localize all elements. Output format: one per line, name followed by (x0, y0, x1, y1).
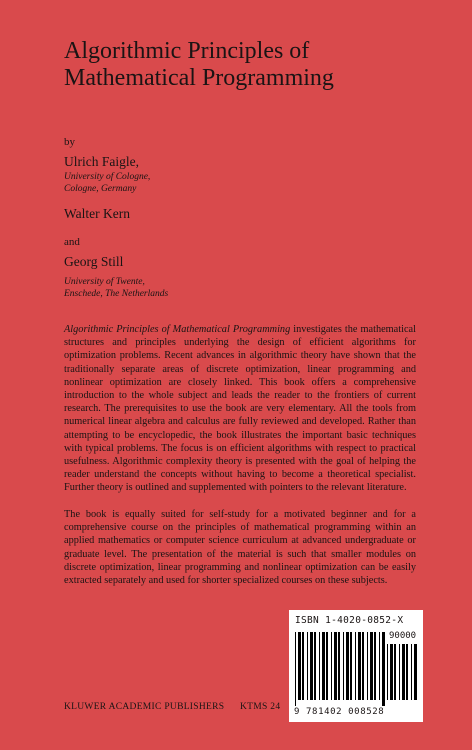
description-paragraph-2: The book is equally suited for self-study for a motivated beginner and for a comprehensive course on the principles of mathematical programming within an applied mathematics or computer science curriculum at advanced undergraduate or graduate level. The presentation of the material is such that smaller modules on discrete optimization, linear programming and nonlinear optimization can be easily extracted separately and used for shorter specialized courses on these subjects. (64, 509, 416, 587)
author-affiliation-3-line-2: Enschede, The Netherlands (64, 289, 169, 299)
author-affiliation-1-line-1: University of Cologne, (64, 172, 151, 182)
author-name-1: Ulrich Faigle, (64, 154, 139, 169)
description-paragraph-1-text: investigates the mathematical structures and principles underlying the design of efficient algorithms for optimization problems. Recent advances in algorithmic theory have shown that the traditionally separate areas of discrete optimization, linear programming and nonlinear optimization are closely linked. This book offers a comprehensive introduction to the whole subject and leads the reader to the frontiers of current research. The prerequisites to use the book are very elementary. All the tools from numerical linear algebra and calculus are fully reviewed and developed. Rather than attempting to be encyclopedic, the book illustrates the important basic techniques with typical problems. The focus is on efficient algorithms with respect to practical usefulness. Algorithmic complexity theory is presented with the goal of helping the reader understand the concepts without having to become a theoretical specialist. Further theory is outlined and supplemented with pointers to the relevant literature. (64, 324, 416, 494)
series-code: KTMS 24 (240, 702, 281, 712)
author-affiliation-3-line-1: University of Twente, (64, 277, 145, 287)
by-label: by (64, 136, 75, 148)
description-paragraph-1 (64, 323, 416, 495)
author-name-3: Georg Still (64, 254, 124, 269)
book-title: Algorithmic Principles of Mathematical Programming (64, 38, 334, 91)
description-book-title: Algorithmic Principles of Mathematical Programming (64, 324, 291, 335)
author-affiliation-1-line-2: Cologne, Germany (64, 184, 137, 194)
isbn-barcode (289, 610, 423, 722)
barcode-supplement-number: 90000 (389, 631, 417, 641)
ean-number: 9 781402 008528 (294, 707, 385, 717)
isbn-number: ISBN 1-4020-0852-X (295, 615, 404, 626)
barcode-main-bars (295, 632, 385, 706)
author-name-2: Walter Kern (64, 206, 131, 221)
barcode-supplement-bars (387, 644, 417, 706)
publisher-name: KLUWER ACADEMIC PUBLISHERS (64, 702, 225, 712)
and-label: and (64, 236, 80, 248)
